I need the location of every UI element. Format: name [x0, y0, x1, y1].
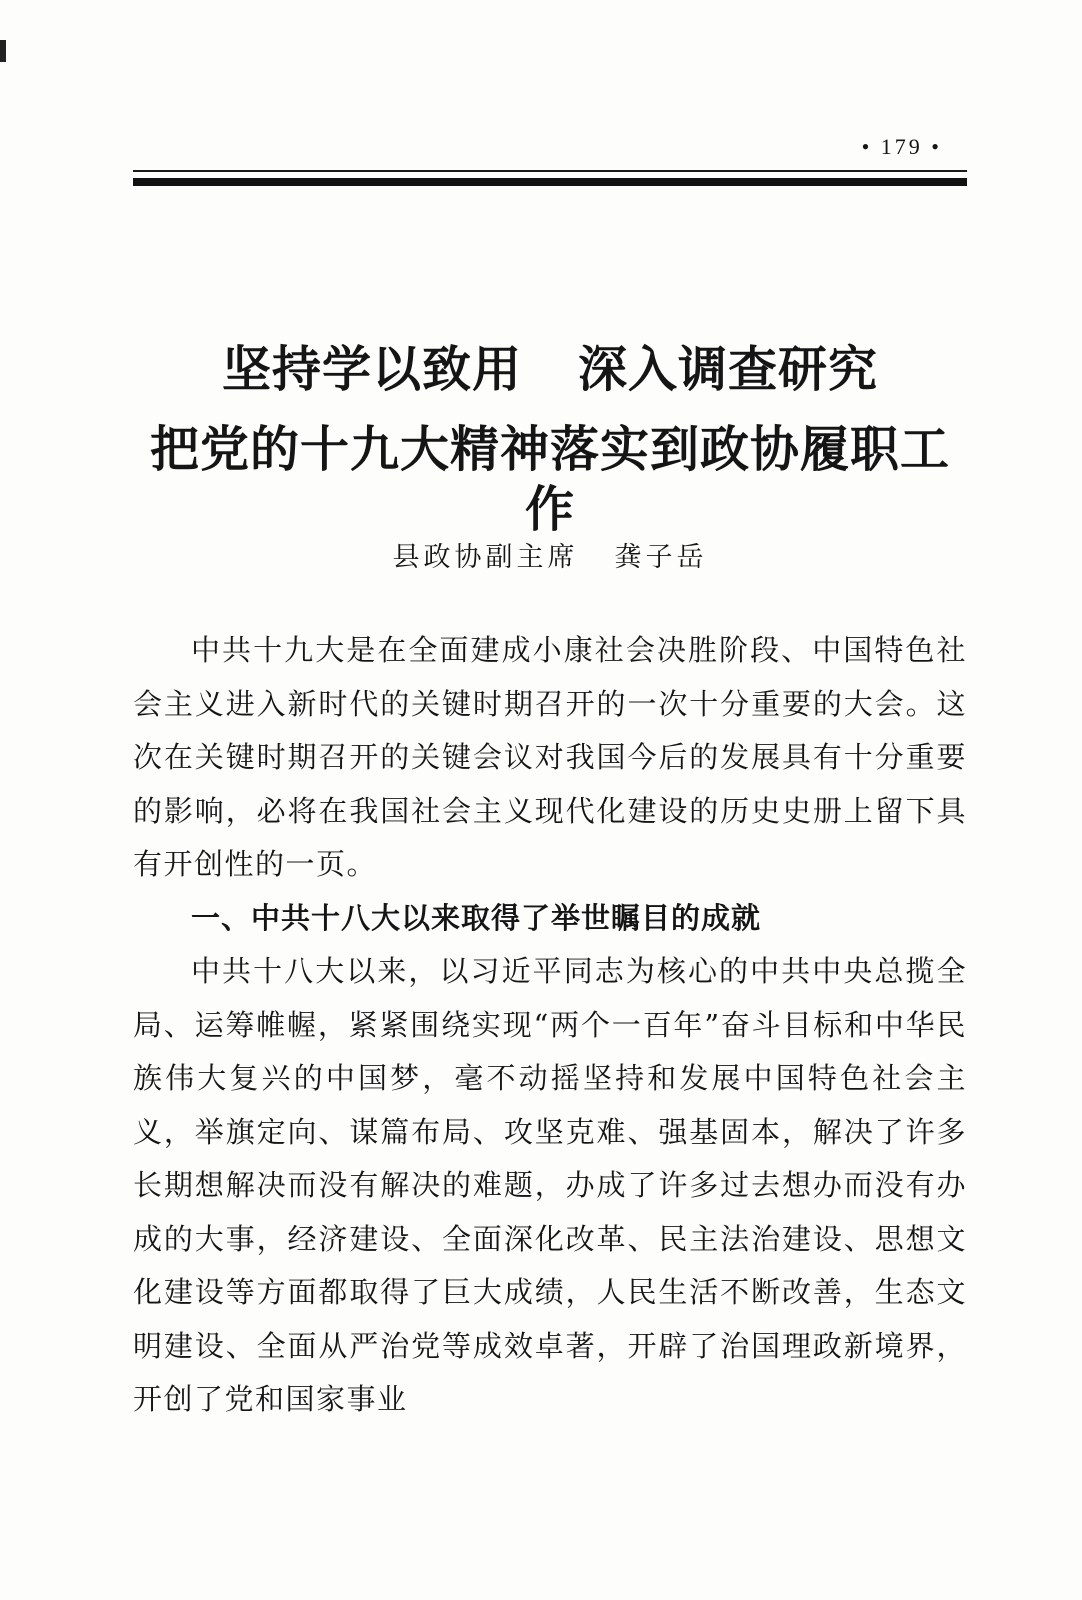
- article-title-line-1: [133, 340, 967, 400]
- article-body: [133, 624, 967, 1427]
- article-title-line-2: 把党的十九大精神落实到政协履职工作: [149, 421, 950, 538]
- title-part-1: 坚持学以致用: [221, 341, 522, 398]
- section-heading-1: 一、中共十八大以来取得了举世瞩目的成就: [191, 900, 762, 935]
- author-name: 龚子岳: [614, 542, 708, 573]
- page-number: • 179 •: [861, 134, 942, 159]
- header-rule-thick: [133, 178, 967, 186]
- scan-edge-mark: [0, 40, 6, 62]
- paragraph-1: 中共十九大是在全面建成小康社会决胜阶段、中国特色社会主义进入新时代的关键时期召开的一次十分重要的大会。这次在关键时期召开的关键会议对我国今后的发展具有十分重要的影响，必将在我国社会主义现代化建设的历史史册上留下具有开创性的一页。: [133, 633, 967, 881]
- title-part-2: 深入调查研究: [578, 341, 879, 398]
- author-position: 县政协副主席: [392, 542, 579, 573]
- paragraph-2: 中共十八大以来，以习近平同志为核心的中共中央总揽全局、运筹帷幄，紧紧围绕实现“两个一百年”奋斗目标和中华民族伟大复兴的中国梦，毫不动摇坚持和发展中国特色社会主义，举旗定向、谋篇布局、攻坚克难、强基固本，解决了许多长期想解决而没有解决的难题，办成了许多过去想办而没有办成的大事，经济建设、全面深化改革、民主法治建设、思想文化建设等方面都取得了巨大成绩，人民生活不断改善，生态文明建设、全面从严治党等成效卓著，开辟了治国理政新境界，开创了党和国家事业: [133, 954, 967, 1416]
- byline: [133, 535, 967, 574]
- header-rule-thin: [133, 170, 967, 172]
